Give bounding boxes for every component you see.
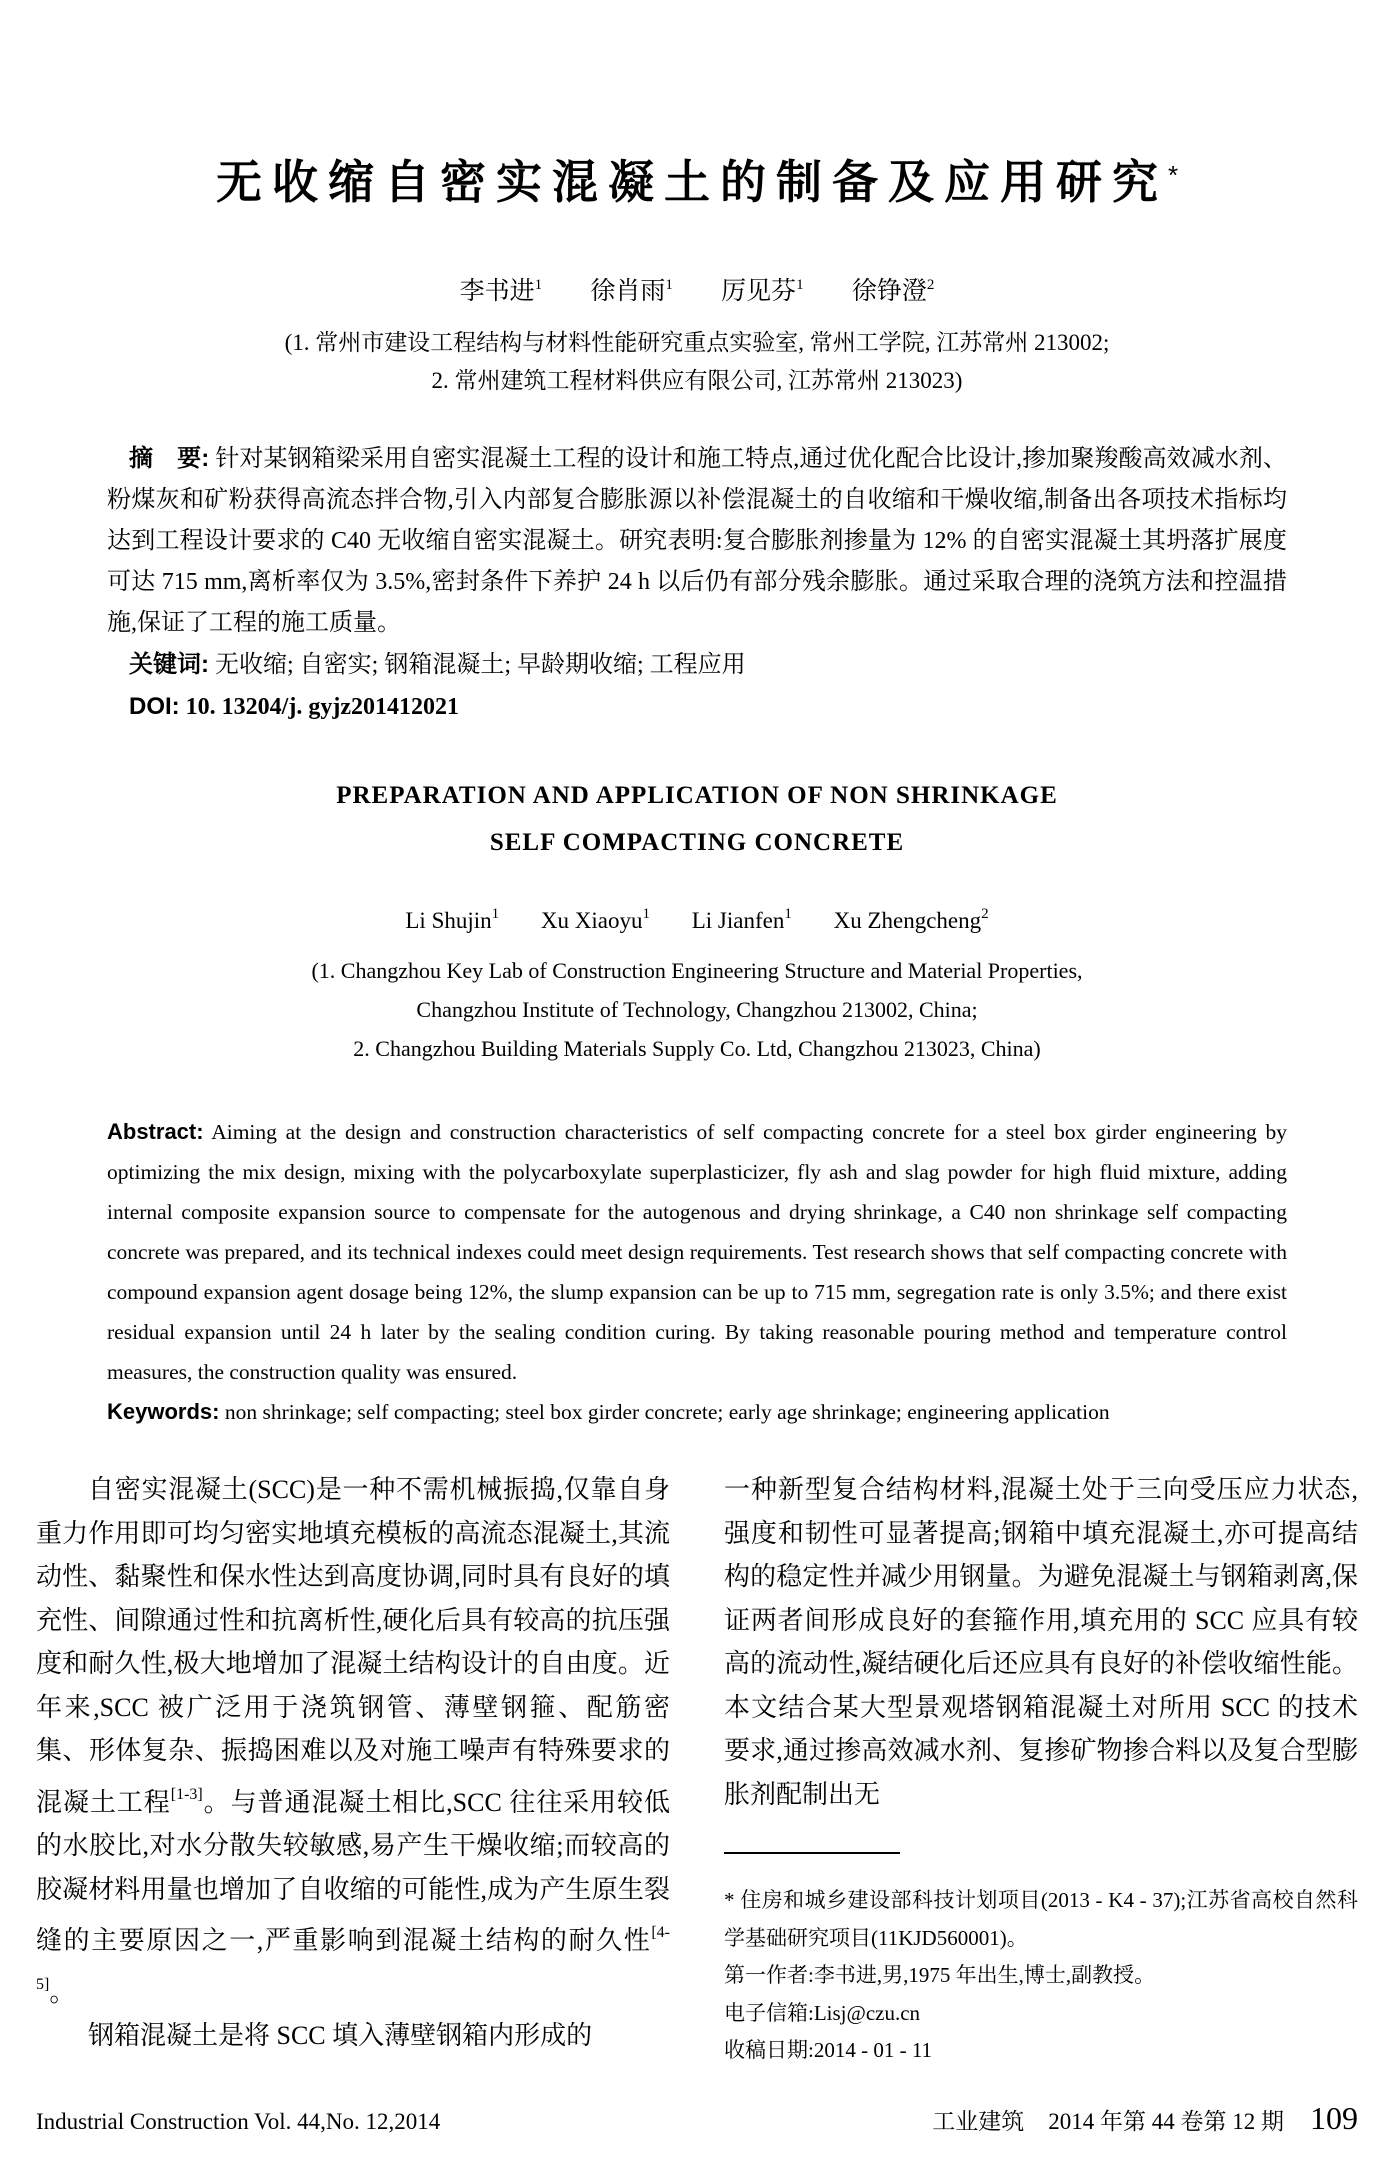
affiliation-en-3: 2. Changzhou Building Materials Supply Co. Ltd, Changzhou 213023, China) (353, 1036, 1041, 1061)
abstract-cn-paragraph (107, 438, 1287, 644)
authors-en (0, 898, 1394, 937)
body-column-left (36, 1468, 670, 2070)
body-paragraph-1: 自密实混凝土(SCC)是一种不需机械振捣,仅靠自身重力作用即可均匀密实地填充模板的高流态混凝土,其流动性、黏聚性和保水性达到高度协调,同时具有良好的填充性、间隙通过性和抗离析性,硬化后具有较高的抗压强度和耐久性,极大地增加了混凝土结构设计的自由度。近年来,SCC 被广泛用于浇筑钢管、薄壁钢箍、配筋密集、形体复杂、振捣困难以及对施工噪声有特殊要求的混凝土工程[1-3]。与普通混凝土相比,SCC 往往采用较低的水胶比,对水分散失较敏感,易产生干燥收缩;而较高的胶凝材料用量也增加了自收缩的可能性,成为产生原生裂缝的主要原因之一,严重影响到混凝土结构的耐久性[4-5]。 (36, 1475, 670, 2007)
abstract-cn-label: 摘 要: (129, 445, 210, 472)
footer-issue-cn: 2014 年第 44 卷第 12 期 (1048, 2109, 1284, 2134)
paper-title-cn-text: 无收缩自密实混凝土的制备及应用研究 (215, 156, 1168, 208)
doi-value: 10. 13204/j. gyjz201412021 (185, 694, 459, 720)
keywords-en-text: non shrinkage; self compacting; steel box girder concrete; early age shrinkage; engineering application (224, 1400, 1110, 1424)
citation-ref-1-3: [1-3] (170, 1785, 203, 1803)
footnote-first-author: 第一作者:李书进,男,1975 年出生,博士,副教授。 (724, 1963, 1156, 1987)
body-paragraph-2-continued: 一种新型复合结构材料,混凝土处于三向受压应力状态,强度和韧性可显著提高;钢箱中填充混凝土,亦可提高结构的稳定性并减少用钢量。为避免混凝土与钢箱剥离,保证两者间形成良好的套箍作用,填充用的 SCC 应具有较高的流动性,凝结硬化后还应具有良好的补偿收缩性能。本文结合某大型景观塔钢箱混凝土对所用 SCC 的技术要求,通过掺高效减水剂、复掺矿物掺合料以及复合型膨胀剂配制出无 (724, 1475, 1358, 1809)
abstract-cn (107, 438, 1287, 728)
footer-page-number: 109 (1310, 2100, 1358, 2136)
affiliation-en-2: Changzhou Institute of Technology, Changzhou 213002, China; (416, 997, 978, 1022)
author-cn: 李书进$^1$ (459, 277, 543, 305)
author-cn: 厉见芬$^1$ (721, 277, 804, 305)
keywords-en-label: Keywords: (107, 1399, 220, 1424)
authors-cn (0, 269, 1394, 308)
body-column-right (724, 1468, 1358, 2070)
doi-label: DOI: (129, 693, 180, 720)
footnote-email: 电子信箱:Lisj@czu.cn (724, 2000, 921, 2025)
footnote-received-date: 收稿日期:2014 - 01 - 11 (724, 2038, 933, 2062)
footnote-separator (724, 1852, 900, 1854)
affiliation-cn-1: (1. 常州市建设工程结构与材料性能研究重点实验室, 常州工学院, 江苏常州 213002; (284, 330, 1110, 355)
body-paragraph-2: 钢箱混凝土是将 SCC 填入薄壁钢箱内形成的 (88, 2021, 593, 2050)
keywords-cn-line (107, 644, 1287, 686)
abstract-en-paragraph (107, 1112, 1287, 1392)
footnote-funding: * 住房和城乡建设部科技计划项目(2013 - K4 - 37);江苏省高校自然科学基础研究项目(11KJD560001)。 (724, 1888, 1358, 1950)
paper-title-en-line1: PREPARATION AND APPLICATION OF NON SHRINKAGE (336, 782, 1058, 809)
keywords-cn-text: 无收缩; 自密实; 钢箱混凝土; 早龄期收缩; 工程应用 (215, 652, 746, 678)
author-en: Li Jianfen$^1$ (691, 906, 792, 933)
doi-line (107, 686, 1287, 728)
abstract-en-label: Abstract: (107, 1119, 204, 1144)
footer-journal-en: Industrial Construction Vol. 44,No. 12,2014 (36, 2109, 441, 2134)
body-columns (0, 1468, 1394, 2070)
footnotes (724, 1882, 1358, 2070)
page-footer (36, 2100, 1358, 2137)
author-cn: 徐肖雨$^1$ (590, 277, 673, 305)
abstract-cn-text: 针对某钢箱梁采用自密实混凝土工程的设计和施工特点,通过优化配合比设计,掺加聚羧酸高效减水剂、粉煤灰和矿粉获得高流态拌合物,引入内部复合膨胀源以补偿混凝土的自收缩和干燥收缩,制备出各项技术指标均达到工程设计要求的 C40 无收缩自密实混凝土。研究表明:复合膨胀剂掺量为 12% 的自密实混凝土其坍落扩展度可达 715 mm,离析率仅为 3.5%,密封条件下养护 24 h 以后仍有部分残余膨胀。通过采取合理的浇筑方法和控温措施,保证了工程的施工质量。 (107, 446, 1288, 636)
title-footnote-mark: * (1167, 160, 1179, 190)
author-en: Li Shujin$^1$ (405, 906, 500, 933)
keywords-en-line (107, 1392, 1287, 1432)
keywords-cn-label: 关键词: (129, 651, 209, 678)
author-en: Xu Zhengcheng$^2$ (833, 906, 989, 933)
author-cn: 徐铮澄$^2$ (851, 277, 935, 305)
paper-title-en (0, 772, 1394, 866)
paper-title-en-line2: SELF COMPACTING CONCRETE (489, 829, 905, 856)
footer-journal-cn-name: 工业建筑 (932, 2109, 1025, 2134)
footer-journal-cn (932, 2100, 1358, 2137)
affiliation-cn-2: 2. 常州建筑工程材料供应有限公司, 江苏常州 213023) (431, 368, 963, 393)
abstract-en-text: Aiming at the design and construction characteristics of self compacting concrete for a steel box girder engineering by optimizing the mix design, mixing with the polycarboxylate superplasticizer, fly ash and slag powder for high fluid mixture, adding internal composite expansion source to compensate for the autogenous and drying shrinkage, a C40 non shrinkage self compacting concrete was prepared, and its technical indexes could meet design requirements. Test research shows that self compacting concrete with compound expansion agent dosage being 12%, the slump expansion can be up to 715 mm, segregation rate is only 3.5%; and there exist residual expansion until 24 h later by the sealing condition curing. By taking reasonable pouring method and temperature control measures, the construction quality was ensured. (107, 1120, 1287, 1384)
abstract-en (107, 1112, 1287, 1432)
affiliation-en-1: (1. Changzhou Key Lab of Construction Engineering Structure and Material Properties, (311, 958, 1083, 983)
citation-ref-4-5: [4-5] (36, 1924, 670, 1993)
paper-title-cn (0, 150, 1394, 207)
author-en: Xu Xiaoyu$^1$ (540, 906, 650, 933)
